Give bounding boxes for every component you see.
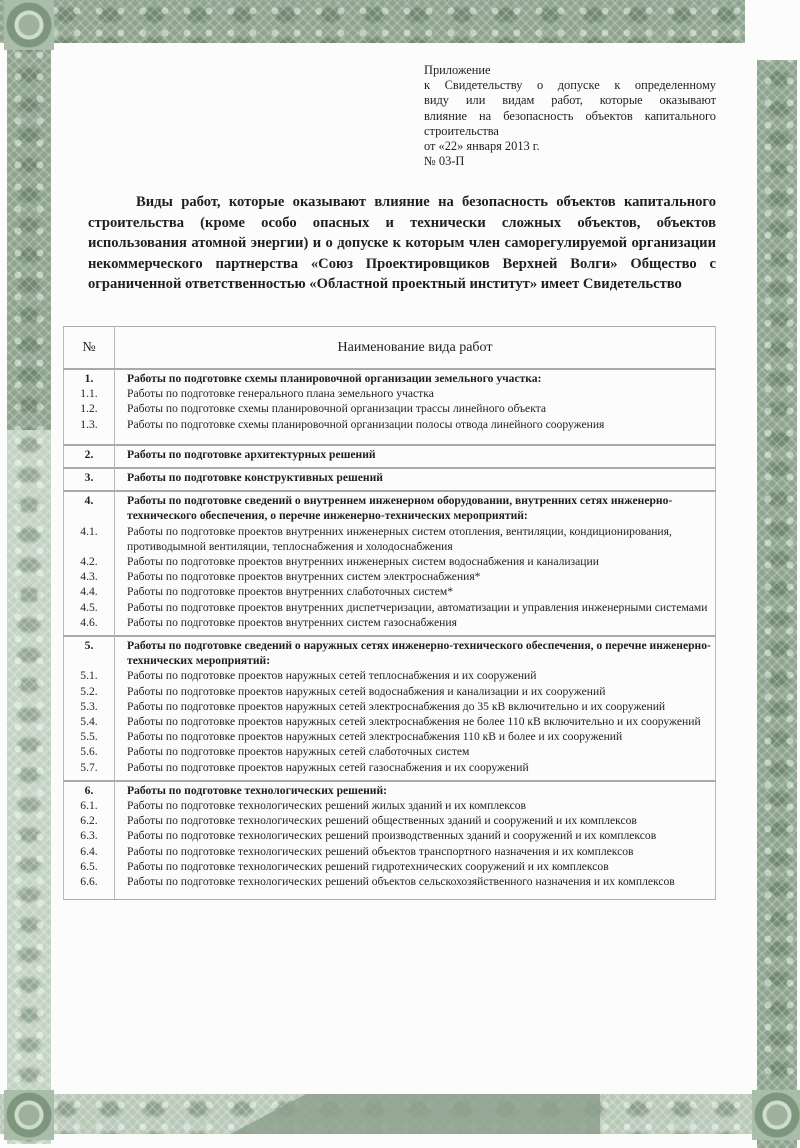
item-number: 5.6. (64, 744, 115, 759)
table-row (64, 554, 716, 569)
section-number: 1. (64, 369, 115, 386)
section-title: Работы по подготовке сведений о наружных сетях инженерно-технического обеспечения, о перечне инженерно-технических мероприятий: (115, 636, 716, 668)
table-row (64, 714, 716, 729)
item-number: 4.2. (64, 554, 115, 569)
item-number: 5.7. (64, 760, 115, 781)
table-row (64, 828, 716, 843)
item-name: Работы по подготовке проектов внутренних систем электроснабжения* (115, 569, 716, 584)
item-name: Работы по подготовке схемы планировочной организации трассы линейного объекта (115, 401, 716, 416)
item-number: 6.4. (64, 844, 115, 859)
frame-corner-cut (745, 0, 800, 60)
item-name: Работы по подготовке проектов наружных сетей теплоснабжения и их сооружений (115, 668, 716, 683)
item-name: Работы по подготовке технологических решений гидротехнических сооружений и их комплексов (115, 859, 716, 874)
table-row (64, 569, 716, 584)
table-row (64, 798, 716, 813)
rosette-corner-icon (752, 1090, 800, 1140)
item-number: 6.3. (64, 828, 115, 843)
table-row (64, 699, 716, 714)
item-name: Работы по подготовке технологических решений жилых зданий и их комплексов (115, 798, 716, 813)
item-number: 4.3. (64, 569, 115, 584)
section-title: Работы по подготовке архитектурных решений (115, 445, 716, 468)
section-number: 2. (64, 445, 115, 468)
item-name: Работы по подготовке технологических решений объектов транспортного назначения и их комплексов (115, 844, 716, 859)
column-header-number: № (64, 327, 115, 370)
table-row (64, 401, 716, 416)
section-row (64, 491, 716, 523)
section-number: 3. (64, 468, 115, 491)
table-header-row (64, 327, 716, 370)
item-number: 1.1. (64, 386, 115, 401)
table-row (64, 417, 716, 432)
item-name: Работы по подготовке генерального плана земельного участка (115, 386, 716, 401)
table-row (64, 729, 716, 744)
section-row (64, 636, 716, 668)
section-row (64, 445, 716, 468)
item-name: Работы по подготовке технологических решений производственных зданий и сооружений и их комплексов (115, 828, 716, 843)
frame-border-top (0, 0, 745, 43)
item-name: Работы по подготовке проектов внутренних слаботочных систем* (115, 584, 716, 599)
item-name: Работы по подготовке проектов наружных сетей водоснабжения и канализации и их сооружений (115, 684, 716, 699)
section-title: Работы по подготовке конструктивных решений (115, 468, 716, 491)
table-row (64, 760, 716, 781)
table-row (64, 584, 716, 599)
item-name: Работы по подготовке проектов внутренних диспетчеризации, автоматизации и управления инженерными системами (115, 600, 716, 615)
appendix-line: строительства (424, 123, 499, 138)
item-number: 4.4. (64, 584, 115, 599)
item-number: 1.3. (64, 417, 115, 432)
section-number: 6. (64, 781, 115, 798)
table-row (64, 859, 716, 874)
item-number: 6.2. (64, 813, 115, 828)
frame-border-bottom (0, 1094, 800, 1134)
item-number: 5.2. (64, 684, 115, 699)
item-number: 5.1. (64, 668, 115, 683)
section-row (64, 468, 716, 491)
item-name: Работы по подготовке технологических решений общественных зданий и сооружений и их комплексов (115, 813, 716, 828)
section-title: Работы по подготовке технологических решений: (115, 781, 716, 798)
appendix-header (424, 63, 716, 169)
item-number: 5.5. (64, 729, 115, 744)
table-row (64, 600, 716, 615)
item-name: Работы по подготовке проектов наружных сетей газоснабжения и их сооружений (115, 760, 716, 781)
rosette-corner-icon (4, 1090, 54, 1140)
item-number: 5.3. (64, 699, 115, 714)
item-name: Работы по подготовке проектов внутренних систем газоснабжения (115, 615, 716, 636)
table-row (64, 813, 716, 828)
frame-bottom-dark-band (180, 1094, 600, 1134)
table-row (64, 615, 716, 636)
item-name: Работы по подготовке проектов наружных сетей электроснабжения до 35 кВ включительно и их сооружений (115, 699, 716, 714)
table-row (64, 668, 716, 683)
section-title: Работы по подготовке сведений о внутреннем инженерном оборудовании, внутренних сетях инженерно-технического обеспечения, о перечне инженерно-технических мероприятий: (115, 491, 716, 523)
section-number: 5. (64, 636, 115, 668)
table-row (64, 524, 716, 554)
column-header-name: Наименование вида работ (115, 327, 716, 370)
item-number: 6.5. (64, 859, 115, 874)
item-number: 4.1. (64, 524, 115, 554)
appendix-date: от «22» января 2013 г. (424, 139, 540, 154)
rosette-corner-icon (4, 0, 54, 50)
section-row (64, 369, 716, 386)
table-row (64, 684, 716, 699)
item-name: Работы по подготовке проектов внутренних инженерных систем водоснабжения и канализации (115, 554, 716, 569)
table-row (64, 844, 716, 859)
frame-border-left-light (7, 430, 51, 1144)
item-name: Работы по подготовке технологических решений объектов сельскохозяйственного назначения и их комплексов (115, 874, 716, 900)
section-number: 4. (64, 491, 115, 523)
appendix-line: виду или видам работ, которые оказывают (424, 93, 716, 108)
table-spacer (64, 432, 716, 445)
document-title: Виды работ, которые оказывают влияние на безопасность объектов капитального строительства (кроме особо опасных и технически сложных объектов, объектов использования атомной энергии) и о допуске к которым член саморегулируемой организации некоммерческого партнерства «Союз Проектировщиков Верхней Волги» Общество с ограниченной ответственностью «Областной проектный институт» имеет Свидетельство (88, 194, 716, 293)
section-row (64, 781, 716, 798)
appendix-number: № 03-П (424, 154, 465, 169)
item-number: 4.6. (64, 615, 115, 636)
frame-border-right (757, 4, 797, 1148)
appendix-line: к Свидетельству о допуске к определенному (424, 78, 716, 93)
table-row (64, 744, 716, 759)
appendix-line: влияние на безопасность объектов капитального (424, 108, 716, 123)
item-name: Работы по подготовке проектов внутренних инженерных систем отопления, вентиляции, кондиционирования, противодымной вентиляции, теплоснабжения и холодоснабжения (115, 524, 716, 554)
appendix-label: Приложение (424, 63, 491, 77)
table-row (64, 386, 716, 401)
section-title: Работы по подготовке схемы планировочной организации земельного участка: (115, 369, 716, 386)
item-number: 6.1. (64, 798, 115, 813)
item-name: Работы по подготовке проектов наружных сетей электроснабжения не более 110 кВ включительно и их сооружений (115, 714, 716, 729)
item-number: 5.4. (64, 714, 115, 729)
works-table (63, 326, 716, 900)
item-name: Работы по подготовке схемы планировочной организации полосы отвода линейного сооружения (115, 417, 716, 432)
item-name: Работы по подготовке проектов наружных сетей слаботочных систем (115, 744, 716, 759)
item-number: 1.2. (64, 401, 115, 416)
item-name: Работы по подготовке проектов наружных сетей электроснабжения 110 кВ и более и их сооружений (115, 729, 716, 744)
item-number: 4.5. (64, 600, 115, 615)
item-number: 6.6. (64, 874, 115, 900)
table-row (64, 874, 716, 900)
